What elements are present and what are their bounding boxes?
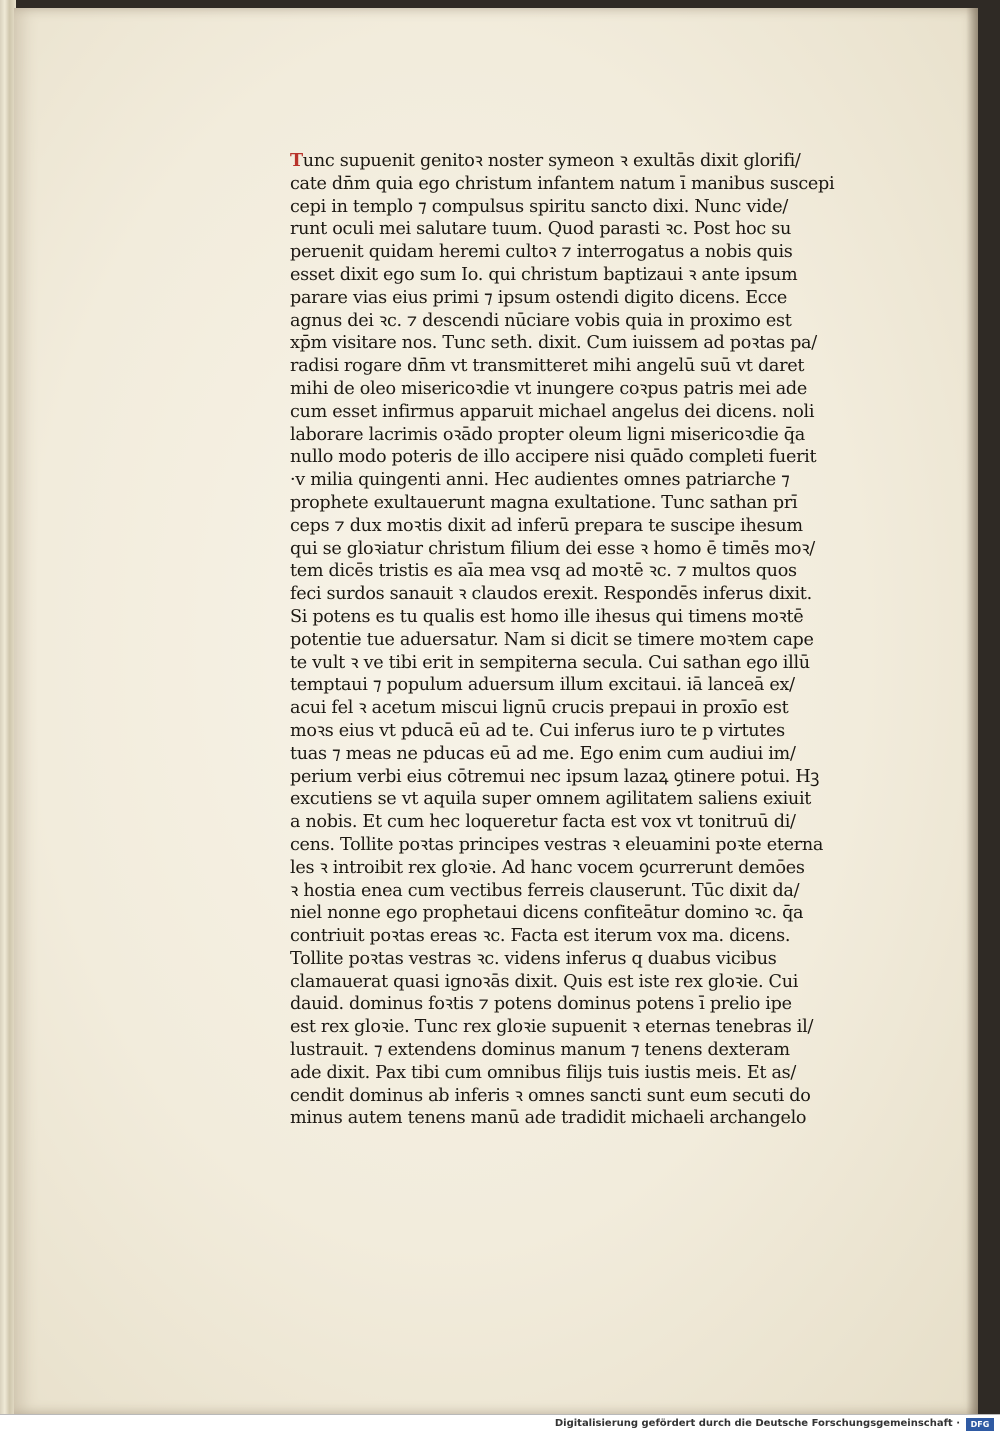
text-line xyxy=(290,1107,850,1130)
line-text: temptaui ⁊ populum aduersum illum excitaui. iā lanceā ex/ xyxy=(290,675,795,696)
text-line xyxy=(290,196,850,219)
line-text: xp̄m visitare nos. Tunc seth. dixit. Cum iuissem ad poꝛtas pa/ xyxy=(290,333,817,354)
line-text: feci surdos sanauit ꝛ claudos erexit. Respondēs inferus dixit. xyxy=(290,584,812,605)
line-text: radisi rogare dn̄m vt transmitteret mihi angelū suū vt daret xyxy=(290,356,805,377)
text-line xyxy=(290,674,850,697)
text-line xyxy=(290,287,850,310)
text-line xyxy=(290,1085,850,1108)
page-fold-shadow xyxy=(966,8,978,1414)
text-line xyxy=(290,560,850,583)
text-line xyxy=(290,241,850,264)
line-text: cendit dominus ab inferis ꝛ omnes sancti sunt eum secuti do xyxy=(290,1085,811,1106)
line-text: ceps ⁊ dux moꝛtis dixit ad inferū prepara te suscipe ihesum xyxy=(290,515,803,536)
text-line xyxy=(290,971,850,994)
line-text: perium verbi eius cōtremui nec ipsum lazaꝝ ꝯtinere potui. Hꝫ xyxy=(290,766,820,787)
line-text: te vult ꝛ ve tibi erit in sempiterna secula. Cui sathan ego illū xyxy=(290,652,810,673)
text-line xyxy=(290,424,850,447)
line-text: lustrauit. ⁊ extendens dominus manum ⁊ tenens dexteram xyxy=(290,1040,790,1061)
line-text: acui fel ꝛ acetum miscui lignū crucis prepaui in proxīo est xyxy=(290,698,789,719)
text-line xyxy=(290,1039,850,1062)
text-line xyxy=(290,925,850,948)
text-line xyxy=(290,857,850,880)
text-line xyxy=(290,446,850,469)
line-text: agnus dei ꝛc. ⁊ descendi nūciare vobis quia in proximo est xyxy=(290,310,792,331)
dfg-logo: DFG xyxy=(966,1418,994,1431)
text-line xyxy=(290,583,850,606)
text-line xyxy=(290,766,850,789)
line-text: Si potens es tu qualis est homo ille ihesus qui timens moꝛtē xyxy=(290,606,804,627)
text-line xyxy=(290,720,850,743)
text-line xyxy=(290,218,850,241)
text-line xyxy=(290,310,850,333)
line-text: nullo modo poteris de illo accipere nisi quādo completi fuerit xyxy=(290,447,817,468)
text-line xyxy=(290,811,850,834)
line-text: cate dn̄m quia ego christum infantem natum ī manibus suscepi xyxy=(290,173,835,194)
text-line xyxy=(290,606,850,629)
text-line xyxy=(290,834,850,857)
text-line xyxy=(290,652,850,675)
line-text: ade dixit. Pax tibi cum omnibus filijs tuis iustis meis. Et as/ xyxy=(290,1062,797,1083)
text-line xyxy=(290,355,850,378)
line-text: prophete exultauerunt magna exultatione. Tunc sathan prī xyxy=(290,492,798,513)
text-line xyxy=(290,697,850,720)
text-line xyxy=(290,332,850,355)
line-text: contriuit poꝛtas ereas ꝛc. Facta est iterum vox ma. dicens. xyxy=(290,926,791,947)
text-line xyxy=(290,743,850,766)
text-line xyxy=(290,538,850,561)
line-text: ꝛ hostia enea cum vectibus ferreis clauserunt. Tūc dixit da/ xyxy=(290,880,800,901)
text-line xyxy=(290,401,850,424)
line-text: tuas ⁊ meas ne pducas eū ad me. Ego enim cum audiui im/ xyxy=(290,743,796,764)
line-text: excutiens se vt aquila super omnem agilitatem saliens exiuit xyxy=(290,789,812,810)
line-text: tem dicēs tristis es aīa mea vsq ad moꝛtē ꝛc. ⁊ multos quos xyxy=(290,561,797,582)
line-text: cepi in templo ⁊ compulsus spiritu sancto dixi. Nunc vide/ xyxy=(290,196,789,217)
rubricated-initial: T xyxy=(290,150,303,171)
line-text: laborare lacrimis oꝛādo propter oleum ligni misericoꝛdie q̄a xyxy=(290,424,805,445)
text-line xyxy=(290,948,850,971)
line-text: niel nonne ego prophetaui dicens confiteātur domino ꝛc. q̄a xyxy=(290,903,804,924)
line-text: parare vias eius primi ⁊ ipsum ostendi digito dicens. Ecce xyxy=(290,287,788,308)
text-column xyxy=(290,150,850,1130)
line-text: minus autem tenens manū ade tradidit michaeli archangelo xyxy=(290,1108,807,1129)
text-line xyxy=(290,629,850,652)
line-text: est rex gloꝛie. Tunc rex gloꝛie supuenit ꝛ eternas tenebras il/ xyxy=(290,1017,814,1038)
text-line xyxy=(290,173,850,196)
text-line xyxy=(290,150,850,173)
line-text: Tollite poꝛtas vestras ꝛc. videns inferus q duabus vicibus xyxy=(290,948,777,969)
line-text: mihi de oleo misericoꝛdie vt inungere coꝛpus patris mei ade xyxy=(290,378,807,399)
line-text: unc supuenit genitoꝛ noster symeon ꝛ exultās dixit glorifi/ xyxy=(302,151,801,171)
line-text: les ꝛ introibit rex gloꝛie. Ad hanc vocem ꝯcurrerunt demōes xyxy=(290,857,805,878)
text-line xyxy=(290,264,850,287)
text-line xyxy=(290,788,850,811)
text-line xyxy=(290,880,850,903)
funding-credit: Digitalisierung gefördert durch die Deutsche Forschungsgemeinschaft · xyxy=(554,1418,960,1429)
text-line xyxy=(290,1062,850,1085)
line-text: moꝛs eius vt pducā eū ad te. Cui inferus iuro te p virtutes xyxy=(290,720,785,741)
line-text: a nobis. Et cum hec loqueretur facta est vox vt tonitruū di/ xyxy=(290,812,796,833)
text-line xyxy=(290,993,850,1016)
line-text: dauid. dominus foꝛtis ⁊ potens dominus potens ī prelio ipe xyxy=(290,994,792,1015)
text-line xyxy=(290,902,850,925)
line-text: cum esset infirmus apparuit michael angelus dei dicens. noli xyxy=(290,401,815,422)
line-text: potentie tue aduersatur. Nam si dicit se timere moꝛtem cape xyxy=(290,629,814,650)
line-text: ·v milia quingenti anni. Hec audientes omnes patriarche ⁊ xyxy=(290,470,790,491)
line-text: qui se gloꝛiatur christum filium dei esse ꝛ homo ē timēs moꝛ/ xyxy=(290,538,815,559)
line-text: clamauerat quasi ignoꝛās dixit. Quis est iste rex gloꝛie. Cui xyxy=(290,971,799,992)
line-text: esset dixit ego sum Io. qui christum baptizaui ꝛ ante ipsum xyxy=(290,264,798,285)
text-line xyxy=(290,378,850,401)
footer-bar xyxy=(0,1414,1000,1435)
text-line xyxy=(290,492,850,515)
text-line xyxy=(290,1016,850,1039)
text-line xyxy=(290,469,850,492)
line-text: cens. Tollite poꝛtas principes vestras ꝛ eleuamini poꝛte eterna xyxy=(290,834,824,855)
line-text: runt oculi mei salutare tuum. Quod parasti ꝛc. Post hoc su xyxy=(290,219,792,240)
line-text: peruenit quidam heremi cultoꝛ ⁊ interrogatus a nobis quis xyxy=(290,242,793,263)
text-line xyxy=(290,515,850,538)
